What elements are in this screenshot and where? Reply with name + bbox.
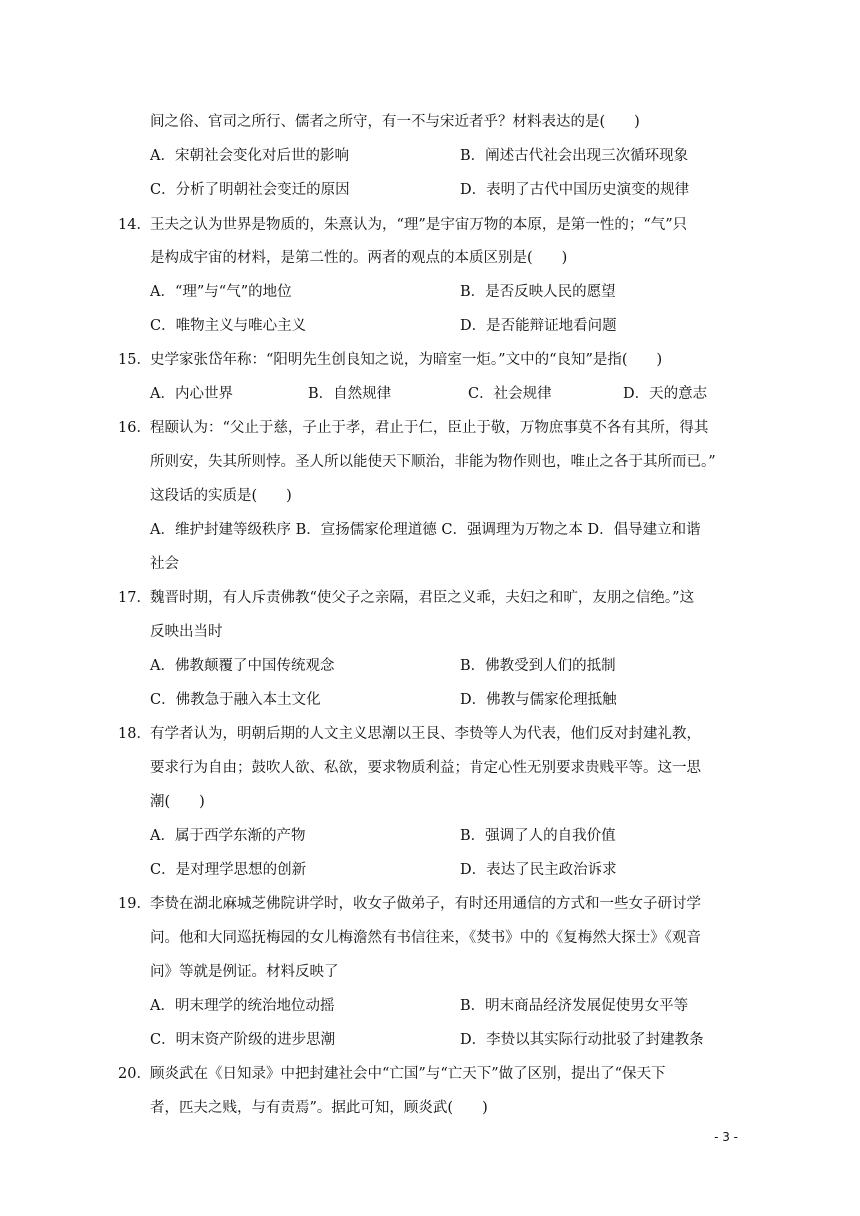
q18-option-c: C．是对理学思想的创新 [150, 862, 307, 878]
q18-number: 18． [118, 726, 151, 742]
q18-option-b: B．强调了人的自我价值 [460, 828, 616, 844]
q18-stem-line2: 要求行为自由；鼓吹人欲、私欲，要求物质利益；肯定心性无别要求贵贱平等。这一思 [150, 760, 701, 776]
q13-option-c: C．分析了明朝社会变迁的原因 [150, 182, 350, 198]
q15-option-a: A．内心世界 [150, 386, 233, 402]
q19-number: 19． [118, 896, 151, 912]
q16-number: 16． [118, 420, 151, 436]
q15-number: 15． [118, 352, 151, 368]
q18-option-a: A．属于西学东渐的产物 [150, 828, 306, 844]
q20-stem-line1: 顾炎武在《日知录》中把封建社会中“亡国”与“亡天下”做了区别，提出了“保天下 [150, 1066, 666, 1082]
q16-stem-line3: 这段话的实质是( ) [150, 488, 292, 504]
q15-stem-line1: 史学家张岱年称：“阳明先生创良知之说，为暗室一炬。”文中的“良知”是指( ) [150, 352, 663, 368]
q14-stem-line2: 是构成宇宙的材料，是第二性的。两者的观点的本质区别是( ) [150, 250, 568, 266]
q19-option-c: C．明末资产阶级的进步思潮 [150, 1032, 336, 1048]
q15-option-d: D．天的意志 [623, 386, 708, 402]
q17-number: 17． [118, 590, 151, 606]
q15-option-b: B．自然规律 [308, 386, 392, 402]
q15-option-c: C．社会规律 [468, 386, 552, 402]
q13-stem-continued: 间之俗、官司之所行、儒者之所守，有一不与宋近者乎？材料表达的是( ) [150, 114, 640, 130]
q19-stem-line1: 李贽在湖北麻城芝佛院讲学时，收女子做弟子，有时还用通信的方式和一些女子研讨学 [150, 896, 701, 912]
q13-option-a: A．宋朝社会变化对后世的影响 [150, 148, 349, 164]
q13-option-b: B．阐述古代社会出现三次循环现象 [460, 148, 689, 164]
q14-option-a: A．“理”与“气”的地位 [150, 284, 292, 300]
q19-stem-line3: 问》等就是例证。材料反映了 [150, 964, 339, 980]
q14-number: 14． [118, 217, 151, 233]
q14-option-b: B．是否反映人民的愿望 [460, 284, 616, 300]
q16-options: A．维护封建等级秩序 B．宣扬儒家伦理道德 C．强调理为万物之本 D．倡导建立和谐 [150, 522, 701, 538]
q16-stem-line2: 所则安，失其所则悖。圣人所以能使天下顺治，非能为物作则也，唯止之各于其所而已。” [150, 454, 716, 470]
q18-stem-line1: 有学者认为，明朝后期的人文主义思潮以王艮、李贽等人为代表，他们反对封建礼教， [150, 726, 701, 742]
q18-option-d: D．表达了民主政治诉求 [460, 862, 617, 878]
q13-option-d: D．表明了古代中国历史演变的规律 [460, 182, 690, 198]
q18-stem-line3: 潮( ) [150, 794, 205, 810]
q17-stem-line2: 反映出当时 [150, 624, 223, 640]
q20-number: 20． [118, 1066, 151, 1082]
q17-option-b: B．佛教受到人们的抵制 [460, 658, 616, 674]
q14-option-c: C．唯物主义与唯心主义 [150, 318, 307, 334]
q17-option-d: D．佛教与儒家伦理抵触 [460, 692, 617, 708]
q19-option-d: D．李贽以其实际行动批驳了封建教条 [460, 1032, 704, 1048]
q16-options-continued: 社会 [150, 556, 179, 572]
q17-option-a: A．佛教颠覆了中国传统观念 [150, 658, 335, 674]
q19-stem-line2: 问。他和大同巡抚梅园的女儿梅澹然有书信往来，《焚书》中的《复梅然大探士》《观音 [150, 930, 701, 946]
q19-option-b: B．明末商品经济发展促使男女平等 [460, 998, 689, 1014]
q14-option-d: D．是否能辩证地看问题 [460, 318, 617, 334]
q17-option-c: C．佛教急于融入本土文化 [150, 692, 321, 708]
page-number: - 3 - [714, 1130, 738, 1144]
q17-stem-line1: 魏晋时期，有人斥责佛教“使父子之亲隔，君臣之义乖，夫妇之和旷，友朋之信绝。”这 [150, 590, 695, 606]
q19-option-a: A．明末理学的统治地位动摇 [150, 998, 335, 1014]
q16-stem-line1: 程颐认为：“父止于慈，子止于孝，君止于仁，臣止于敬，万物庶事莫不各有其所，得其 [150, 420, 709, 436]
q20-stem-line2: 者，匹夫之贱，与有责焉”。据此可知，顾炎武( ) [150, 1100, 488, 1116]
q14-stem-line1: 王夫之认为世界是物质的，朱熹认为，“理”是宇宙万物的本原，是第一性的；“气”只 [150, 217, 688, 233]
